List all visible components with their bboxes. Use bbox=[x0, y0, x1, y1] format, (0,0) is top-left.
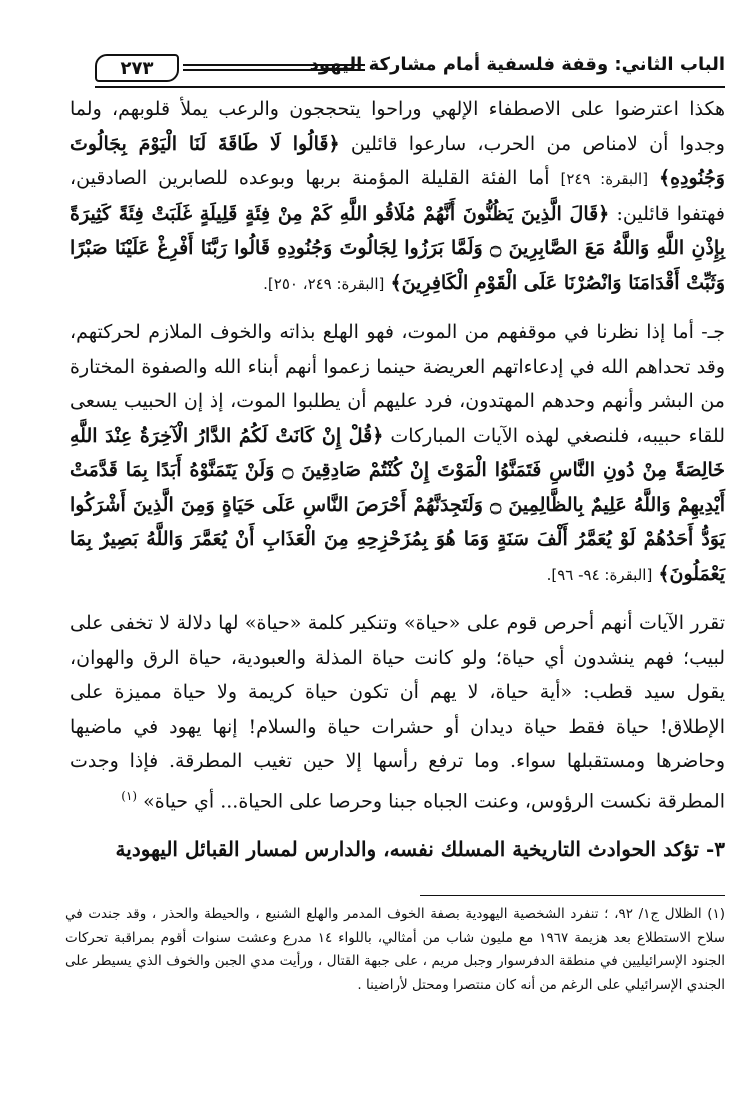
chapter-title: الباب الثاني: وقفة فلسفية أمام مشاركة اليهود bbox=[309, 54, 725, 75]
paragraph-4 bbox=[70, 832, 725, 867]
p1-intro: هكذا اعترضوا على الاصطفاء الإلهي وراحوا يتحججون والرعب يملأ قلوبهم، ولما وجدوا أن لامناص من الحرب، سارعوا قائلين bbox=[70, 98, 725, 155]
p1-verse-1: ﴿قَالُوا لَا طَاقَةَ لَنَا الْيَوْمَ بِجَالُوتَ وَجُنُودِهِ﴾ bbox=[70, 132, 725, 189]
paragraph-2 bbox=[70, 315, 725, 592]
header-divider bbox=[95, 86, 725, 88]
page-number: ٢٧٣ bbox=[95, 54, 179, 82]
p2-ref: [البقرة: ٩٤- ٩٦]. bbox=[546, 565, 653, 584]
main-text bbox=[70, 92, 725, 867]
p3-text: تقرر الآيات أنهم أحرص قوم على «حياة» وتنكير كلمة «حياة» لها دلالة لا تخفى على لبيب؛ فهم ينشدون أي حياة؛ ولو كانت حياة المذلة والعبودية، حياة الرق والهوان، يقول سيد قطب: «أية حياة، لا يهم أن تكون حياة كريمة ولا حياة مميزة على الإطلاق! حياة فقط حياة ديدان أو حشرات حياة والسلام! إنها يهود في ماضيها وحاضرها ومستقبلها سواء. وما ترفع رأسها إلا حين تغيب المطرقة. فإذا وجدت المطرقة نكست الرؤوس، وعنت الجباه جبنا وحرصا على الحياة... أي حياة» bbox=[70, 612, 725, 812]
footnote-divider bbox=[420, 895, 725, 896]
p1-mid: أما الفئة القليلة المؤمنة بربها وبوعده للصابرين الصادقين، فهتفوا قائلين: bbox=[70, 167, 725, 225]
footnote-marker: (١) bbox=[121, 788, 138, 803]
paragraph-3 bbox=[70, 606, 725, 818]
p2-verse: ﴿قُلْ إِنْ كَانَتْ لَكُمُ الدَّارُ الْآخِرَةُ عِنْدَ اللَّهِ خَالِصَةً مِنْ دُونِ النَّاسِ فَتَمَنَّوُا الْمَوْتَ إِنْ كُنْتُمْ صَادِقِينَ ۝ وَلَنْ يَتَمَنَّوْهُ أَبَدًا بِمَا قَدَّمَتْ أَيْدِيهِمْ وَاللَّهُ عَلِيمٌ بِالظَّالِمِينَ ۝ وَلَتَجِدَنَّهُمْ أَحْرَصَ النَّاسِ عَلَى حَيَاةٍ وَمِنَ الَّذِينَ أَشْرَكُوا يَوَدُّ أَحَدُهُمْ لَوْ يُعَمَّرُ أَلْفَ سَنَةٍ وَمَا هُوَ بِمُزَحْزِحِهِ مِنَ الْعَذَابِ أَنْ يُعَمَّرَ وَاللَّهُ بَصِيرٌ بِمَا يَعْمَلُونَ﴾ bbox=[70, 424, 725, 585]
p1-ref-1: [البقرة: ٢٤٩] bbox=[560, 170, 649, 188]
p2-text: جـ- أما إذا نظرنا في موقفهم من الموت، فهو الهلع بذاته والخوف الملازم لحركتهم، وقد تحداهم الله في إدعاءاتهم العريضة حينما زعموا أنهم أبناء الله والصفوة المختارة من البشر وأنهم وحدهم المهتدون، فرد عليهم أن يطلبوا الموت، إذ إن الحبيب يسعى للقاء حبيبه، فلنصغي لهذه الآيات المباركات bbox=[70, 321, 725, 447]
page-header bbox=[95, 52, 725, 86]
p4-text: ٣- تؤكد الحوادث التاريخية المسلك نفسه، والدارس لمسار القبائل اليهودية bbox=[115, 837, 725, 862]
p1-verse-2: ﴿قَالَ الَّذِينَ يَظُنُّونَ أَنَّهُمْ مُلَاقُو اللَّهِ كَمْ مِنْ فِئَةٍ قَلِيلَةٍ غَلَبَتْ فِئَةً كَثِيرَةً بِإِذْنِ اللَّهِ وَاللَّهُ مَعَ الصَّابِرِينَ ۝ وَلَمَّا بَرَزُوا لِجَالُوتَ وَجُنُودِهِ قَالُوا رَبَّنَا أَفْرِغْ عَلَيْنَا صَبْرًا وَثَبِّتْ أَقْدَامَنَا وَانْصُرْنَا عَلَى الْقَوْمِ الْكَافِرِينَ﴾ bbox=[70, 202, 725, 294]
p1-ref-2: [البقرة: ٢٤٩، ٢٥٠]. bbox=[263, 274, 385, 293]
paragraph-1 bbox=[70, 92, 725, 301]
footnote: (١) الظلال ج١/ ٩٢، ؛ تنفرد الشخصية اليهودية بصفة الخوف المدمر والهلع الشنيع ، والحيطة والحذر ، وقد جندت في سلاح الاستطلاع بعد هزيمة ١٩٦٧ مع مليون شاب من أمثالي، باللواء ١٤ مدرع وعشت سنوات أقوم بمراقبة تحركات الجنود الإسرائيليين في منطقة الدفرسوار وجبل مريم ، على جبهة القتال ، ورأيت مدي الجبن والخوف الذي يسيطر على الجندي الإسرائيلي على الرغم من أنه كان منتصرا ومحتل لأراضينا . bbox=[65, 906, 726, 993]
